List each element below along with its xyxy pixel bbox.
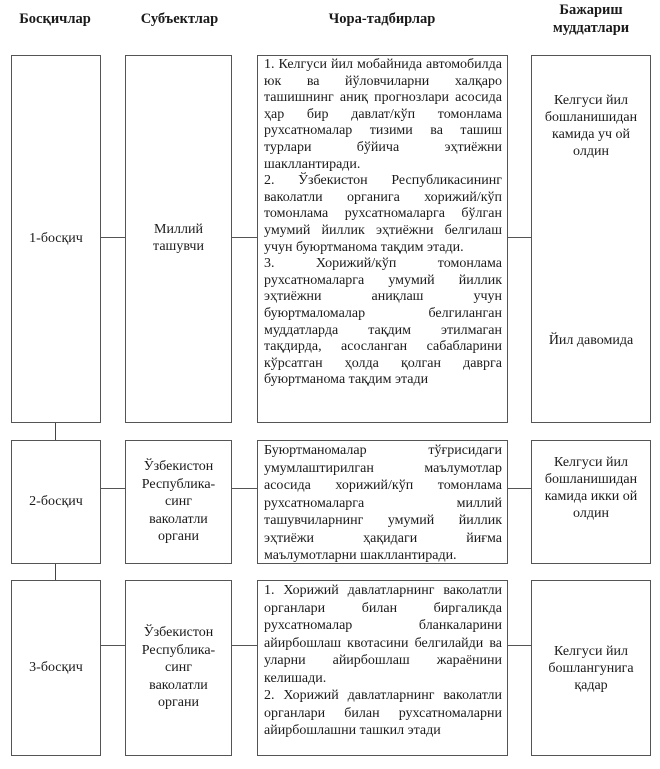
measures-box-2 [257,440,508,564]
subject-box-3 [125,580,232,756]
stage-label: 2-босқич [29,493,83,509]
connector-subject-measures-3 [232,645,257,646]
header-stages: Босқичлар [19,11,91,27]
connector-stage-subject-3 [101,645,125,646]
connector-subject-measures-2 [232,488,257,489]
connector-measures-deadline-3 [508,645,531,646]
stage-box-3 [11,580,101,756]
measures-box-1 [257,55,508,423]
subject-label: Ўзбекистон Республика-синг ваколатли органи [141,459,216,545]
stage-box-2 [11,440,101,564]
deadline-box-1 [531,55,651,423]
stage-box-1 [11,55,101,423]
deadline-text: Келгуси йил бошланишидан камида уч ой олдин [544,93,638,159]
measure-item: 1. Келгуси йил мобайнида автомобилда юк ва йўловчиларни халқаро ташишнинг аниқ прогнозлари асосида ҳар бир давлат/кўп томонлама рухсатномалар тизими ва ташиш турлари бўйича эҳтиёжни шакллантиради. [264,57,502,172]
connector-measures-deadline-1 [508,237,531,238]
subject-label: Миллий ташувчи [153,222,204,254]
subject-label: Ўзбекистон Республика-синг ваколатли органи [141,625,216,711]
deadline-text: Келгуси йил бошлангунига қадар [548,643,634,693]
connector-subject-measures-1 [232,237,257,238]
deadline-box-3 [531,580,651,756]
connector-stage-subject-1 [101,237,125,238]
stage-connector-1-2 [55,422,56,440]
measure-item: 1. Хорижий давлатларнинг ваколатли органлари билан биргаликда рухсатномалар бланкаларини айирбошлаш квотасини белгилайди ва уларни айирбошлаш жараёнини келишади. [264,583,502,686]
header-measures: Чора-тадбирлар [328,11,436,27]
header-subjects: Субъектлар [140,11,219,27]
measure-item: 2. Хорижий давлатларнинг ваколатли органлари билан рухсатномаларни айирбошлашни ташкил этади [264,688,502,738]
deadline-text: Йил давомида [548,333,634,348]
stage-label: 1-босқич [29,230,83,246]
measure-item: Буюртманомалар тўғрисидаги умумлаштирилган маълумотлар асосида хорижий/кўп томонлама рухсатномаларга миллий ташувчиларнинг умумий йиллик эҳтиёжи ҳақидаги йиғма маълумотларни шакллантиради. [264,443,502,563]
deadline-box-2 [531,440,651,564]
measure-item: 2. Ўзбекистон Республикасининг ваколатли органига хорижий/кўп томонлама рухсатномаларга бўлган умумий йиллик эҳтиёжни белгилаш учун буюртманома тақдим этади. [264,173,502,255]
measure-item: 3. Хорижий/кўп томонлама рухсатномаларга умумий йиллик эҳтиёжни аниқлаш учун буюртмаломалар белгиланган муддатларда тақдим этилмаган тақдирда, асосланган сабабларини кўрсатган ҳолда қолган даврга буюртманома тақдим этади [264,256,502,388]
subject-box-1 [125,55,232,423]
subject-box-2 [125,440,232,564]
connector-stage-subject-2 [101,488,125,489]
measures-box-3 [257,580,508,756]
stage-connector-2-3 [55,563,56,580]
header-deadlines: Бажариш муддатлари [552,2,630,36]
deadline-text: Келгуси йил бошланишидан камида икки ой олдин [544,455,638,521]
connector-measures-deadline-2 [508,488,531,489]
stage-label: 3-босқич [29,659,83,675]
